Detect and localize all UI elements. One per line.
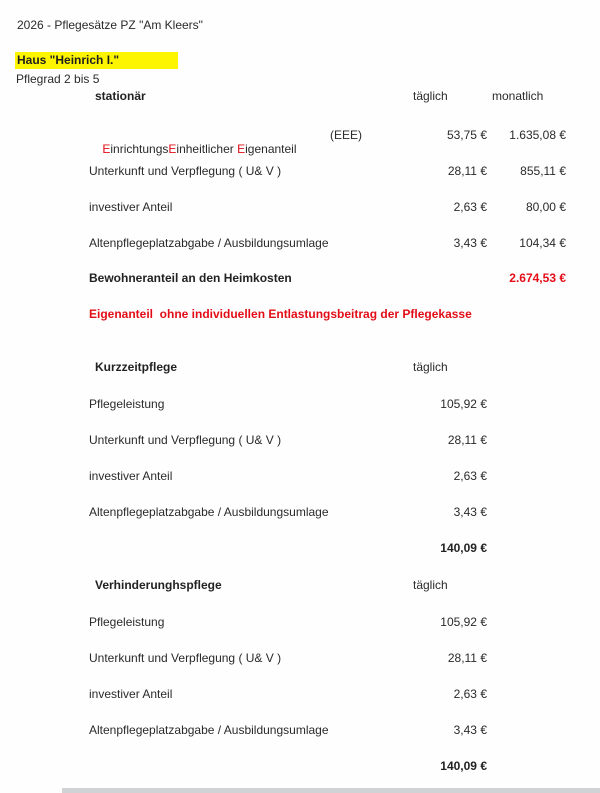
row-label-investiv: investiver Anteil bbox=[89, 469, 173, 483]
row-monthly-value: 80,00 € bbox=[525, 200, 566, 214]
eee-daily-value: 53,75 € bbox=[446, 128, 487, 142]
total-value-verhinderungspflege: 140,09 € bbox=[440, 759, 487, 773]
row-monthly-value: 104,34 € bbox=[519, 236, 566, 250]
row-daily-value: 28,11 € bbox=[447, 433, 487, 447]
total-label-bewohneranteil: Bewohneranteil an den Heimkosten bbox=[89, 271, 292, 285]
row-label-unterkunft: Unterkunft und Verpflegung ( U& V ) bbox=[89, 164, 282, 178]
eee-label-part: inheitlicher bbox=[176, 142, 238, 156]
row-daily-value: 3,43 € bbox=[453, 505, 487, 519]
row-label-unterkunft: Unterkunft und Verpflegung ( U& V ) bbox=[89, 651, 282, 665]
column-header-daily-verhinderung: täglich bbox=[413, 578, 448, 592]
section-heading-verhinderungspflege: Verhinderunghspflege bbox=[95, 578, 222, 592]
row-daily-value: 3,43 € bbox=[453, 236, 487, 250]
care-grade: Pflegrad 2 bis 5 bbox=[16, 72, 100, 86]
eee-abbreviation: (EEE) bbox=[330, 128, 363, 142]
row-label-ausbildungsumlage: Altenpflegeplatzabgabe / Ausbildungsumlage bbox=[89, 505, 329, 519]
row-daily-value: 28,11 € bbox=[447, 651, 487, 665]
row-label-pflegeleistung: Pflegeleistung bbox=[89, 615, 165, 629]
eee-red-letter: E bbox=[102, 142, 111, 156]
row-label-investiv: investiver Anteil bbox=[89, 200, 173, 214]
facility-name: Haus "Heinrich I." bbox=[17, 53, 120, 67]
facility-name-highlight bbox=[15, 52, 178, 69]
row-daily-value: 2,63 € bbox=[453, 687, 487, 701]
column-header-monthly-stationaer: monatlich bbox=[492, 89, 544, 103]
eee-monthly-value: 1.635,08 € bbox=[509, 128, 566, 142]
column-header-daily-kurzzeit: täglich bbox=[413, 360, 448, 374]
section-heading-kurzzeitpflege: Kurzzeitpflege bbox=[95, 360, 178, 374]
eee-label-part: igenanteil bbox=[245, 142, 297, 156]
total-value-kurzzeitpflege: 140,09 € bbox=[440, 541, 487, 555]
eee-label-part: inrichtungs bbox=[110, 142, 169, 156]
row-label-ausbildungsumlage: Altenpflegeplatzabgabe / Ausbildungsumlage bbox=[89, 723, 329, 737]
scan-artifact-bar bbox=[62, 788, 600, 793]
row-label-investiv: investiver Anteil bbox=[89, 687, 173, 701]
eee-red-letter: E bbox=[168, 142, 177, 156]
row-daily-value: 2,63 € bbox=[453, 200, 487, 214]
row-label-ausbildungsumlage: Altenpflegeplatzabgabe / Ausbildungsumlage bbox=[89, 236, 329, 250]
note-eigenanteil: Eigenanteil ohne individuellen Entlastungsbeitrag der Pflegekasse bbox=[89, 307, 472, 321]
page-title: 2026 - Pflegesätze PZ "Am Kleers" bbox=[17, 18, 203, 32]
column-header-daily-stationaer: täglich bbox=[413, 89, 448, 103]
row-daily-value: 105,92 € bbox=[440, 397, 487, 411]
section-heading-stationaer: stationär bbox=[95, 89, 146, 103]
eee-red-letter: E bbox=[237, 142, 246, 156]
row-label-pflegeleistung: Pflegeleistung bbox=[89, 397, 165, 411]
row-daily-value: 2,63 € bbox=[453, 469, 487, 483]
row-daily-value: 3,43 € bbox=[453, 723, 487, 737]
row-label-unterkunft: Unterkunft und Verpflegung ( U& V ) bbox=[89, 433, 282, 447]
row-monthly-value: 855,11 € bbox=[520, 164, 566, 178]
row-daily-value: 28,11 € bbox=[447, 164, 487, 178]
total-value-bewohneranteil: 2.674,53 € bbox=[509, 271, 566, 285]
row-daily-value: 105,92 € bbox=[440, 615, 487, 629]
